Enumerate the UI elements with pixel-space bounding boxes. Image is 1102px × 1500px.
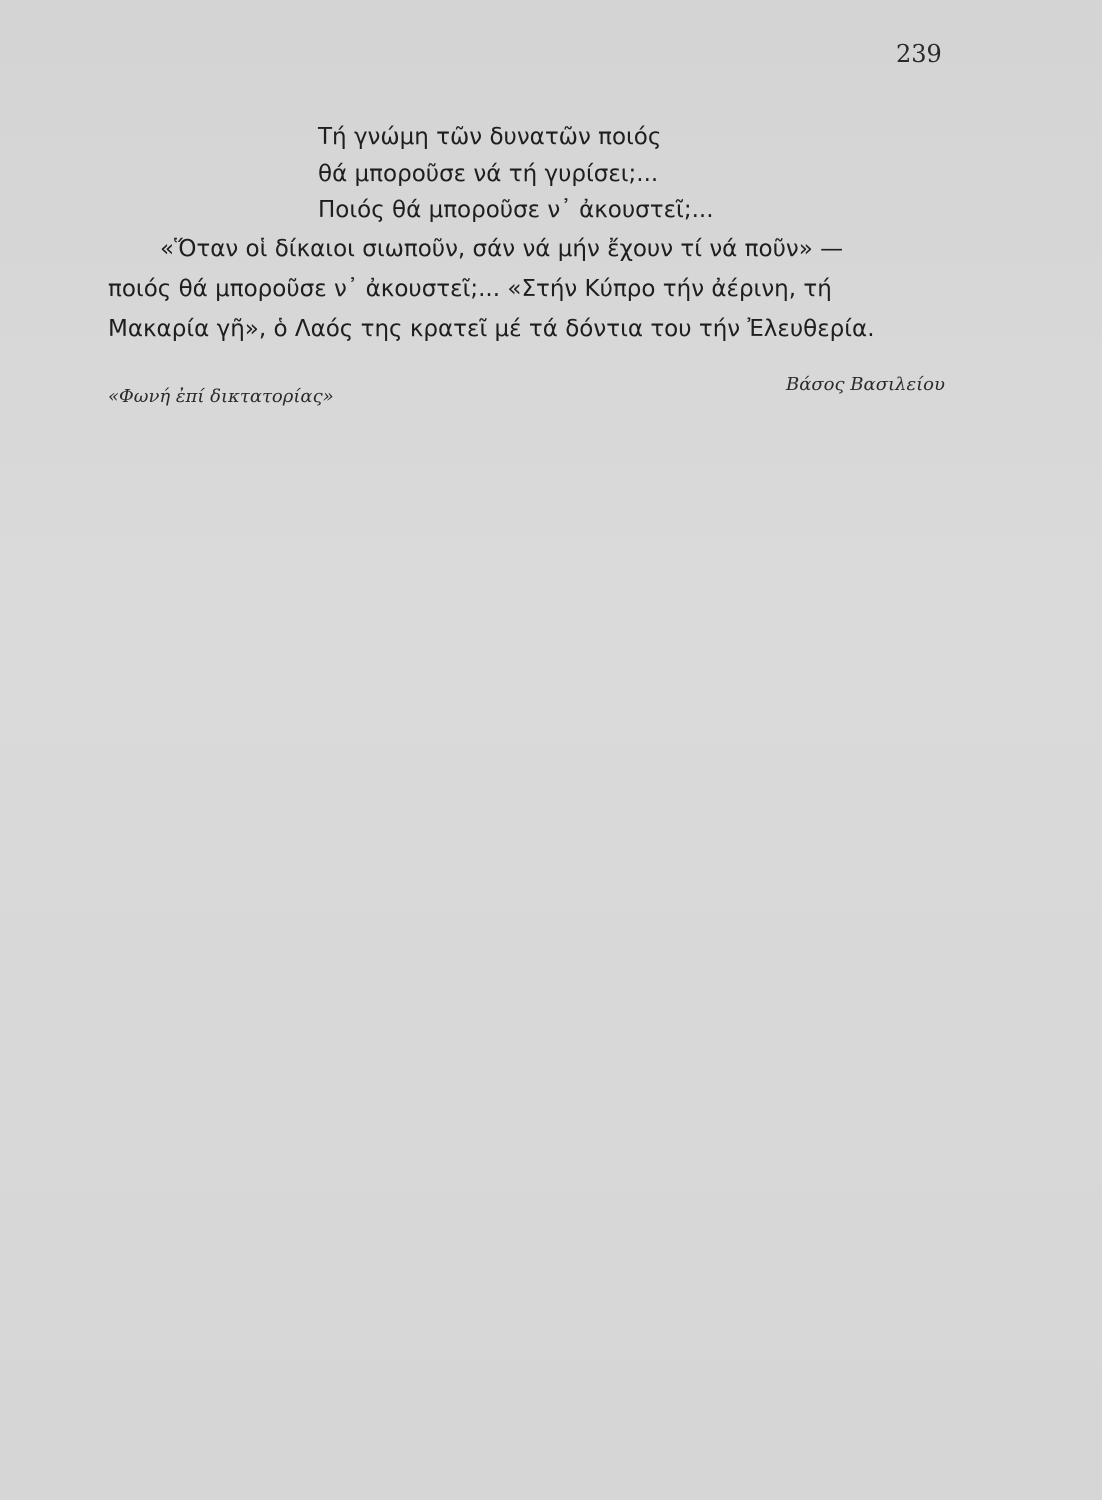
verse-line: θά μποροῦσε νά τή γυρίσει;... — [318, 161, 659, 187]
page-number: 239 — [896, 40, 942, 68]
source-citation: «Φωνή ἐπί δικτατορίας» — [108, 386, 334, 407]
verse-line: Τή γνώμη τῶν δυνατῶν ποιός — [318, 124, 662, 150]
prose-line: Μακαρία γῆ», ὁ Λαός της κρατεῖ μέ τά δόντια του τήν Ἐλευθερία. — [108, 316, 875, 342]
show-through-bleed — [110, 60, 970, 1420]
verse-line: Ποιός θά μποροῦσε ν᾽ ἀκουστεῖ;... — [318, 197, 714, 223]
prose-line: «Ὅταν οἱ δίκαιοι σιωποῦν, σάν νά μήν ἔχουν τί νά ποῦν» — — [160, 236, 844, 262]
author-name: Βάσος Βασιλείου — [786, 374, 945, 395]
prose-line: ποιός θά μποροῦσε ν᾽ ἀκουστεῖ;... «Στήν Κύπρο τήν ἀέρινη, τή — [108, 276, 832, 302]
